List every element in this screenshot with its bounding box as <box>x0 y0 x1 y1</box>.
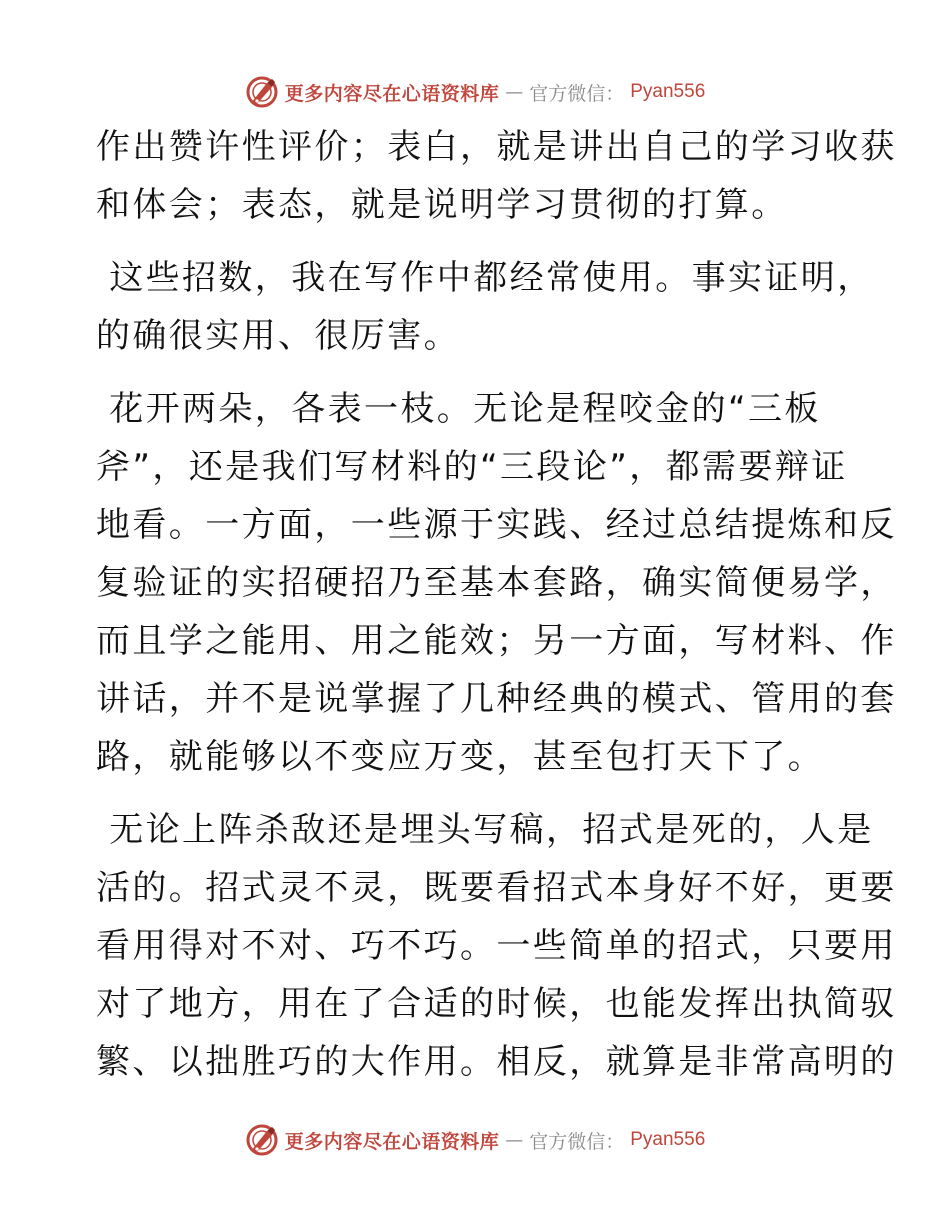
paragraph <box>96 118 897 234</box>
document-body <box>96 118 897 1106</box>
text-line: 的确很实用、很厉害。 <box>96 316 460 356</box>
text-line: 对了地方，用在了合适的时候，也能发挥出执简驭 <box>96 984 897 1024</box>
paragraph <box>96 380 897 786</box>
text-line: 路，就能够以不变应万变，甚至包打天下了。 <box>96 737 824 777</box>
banner-wechat-label: 官方微信： <box>529 82 625 105</box>
paragraph <box>96 801 897 1091</box>
text-line: 活的。招式灵不灵，既要看招式本身好不好，更要 <box>96 868 897 908</box>
pen-nib-logo-icon <box>245 75 279 109</box>
header-banner <box>0 72 950 112</box>
banner-main-text: 更多内容尽在心语资料库 <box>284 1130 500 1153</box>
banner-wechat-label: 官方微信： <box>529 1130 625 1153</box>
text-line: 而且学之能用、用之能效；另一方面，写材料、作 <box>96 621 897 661</box>
banner-separator: — <box>505 1129 524 1151</box>
text-line: 看用得对不对、巧不巧。一些简单的招式，只要用 <box>96 926 897 966</box>
banner-separator: — <box>505 81 524 103</box>
pen-nib-logo-icon <box>245 1123 279 1157</box>
footer-banner <box>0 1120 950 1160</box>
text-line: 斧”，还是我们写材料的“三段论”，都需要辩证 <box>96 447 848 487</box>
banner-wechat-id: Pyan556 <box>630 1129 706 1150</box>
banner-wechat-id: Pyan556 <box>630 81 706 102</box>
paragraph <box>96 249 874 365</box>
text-line: 讲话，并不是说掌握了几种经典的模式、管用的套 <box>96 679 897 719</box>
text-line: 这些招数，我在写作中都经常使用。事实证明， <box>96 258 874 298</box>
banner-main-text: 更多内容尽在心语资料库 <box>284 82 500 105</box>
text-line: 地看。一方面，一些源于实践、经过总结提炼和反 <box>96 505 897 545</box>
text-line: 无论上阵杀敌还是埋头写稿，招式是死的，人是 <box>96 810 874 850</box>
text-line: 作出赞许性评价；表白，就是讲出自己的学习收获 <box>96 127 897 167</box>
text-line: 繁、以拙胜巧的大作用。相反，就算是非常高明的 <box>96 1042 897 1082</box>
text-line: 和体会；表态，就是说明学习贯彻的打算。 <box>96 185 788 225</box>
text-line: 花开两朵，各表一枝。无论是程咬金的“三板 <box>96 389 821 429</box>
text-line: 复验证的实招硬招乃至基本套路，确实简便易学， <box>96 563 897 603</box>
